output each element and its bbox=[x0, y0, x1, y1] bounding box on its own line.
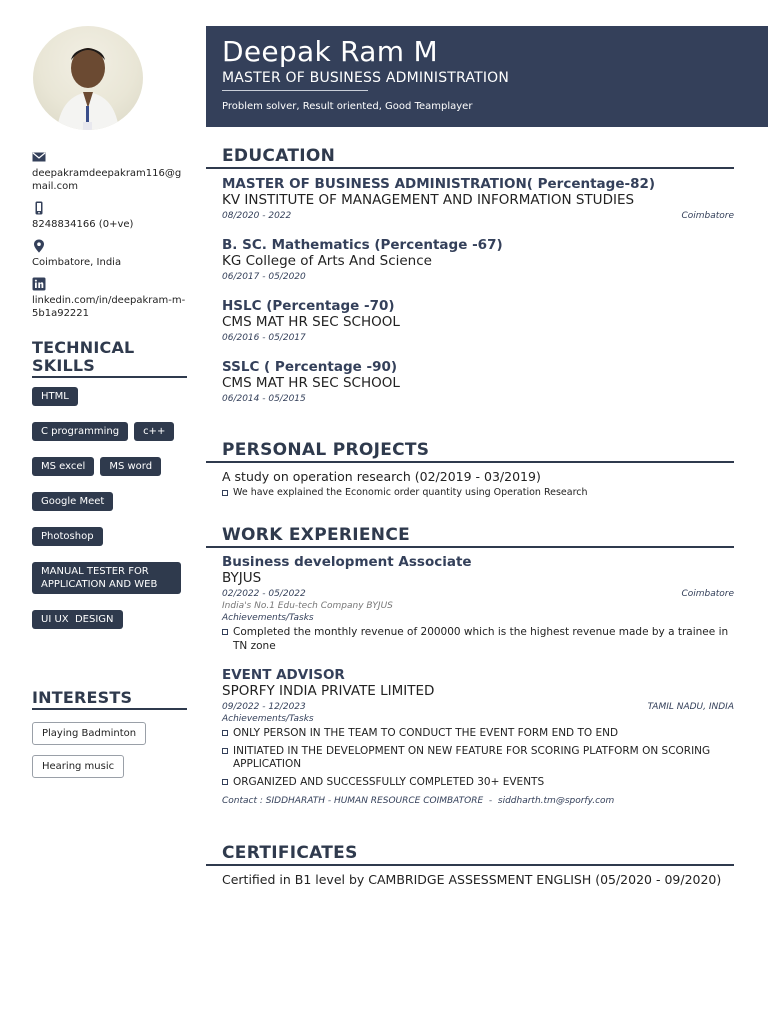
project-bullets bbox=[222, 487, 734, 499]
skill-tag: c++ bbox=[134, 422, 174, 441]
work-heading: WORK EXPERIENCE bbox=[206, 525, 734, 548]
projects-heading: PERSONAL PROJECTS bbox=[206, 440, 734, 463]
email-text[interactable]: deepakramdeepakram116@gmail.com bbox=[32, 168, 182, 192]
job-meta bbox=[222, 701, 734, 713]
skill-tag: MS excel bbox=[32, 457, 94, 476]
job-title: Business development Associate bbox=[222, 554, 472, 570]
education-location: Coimbatore bbox=[681, 211, 734, 221]
achievements-label: Achievements/Tasks bbox=[222, 714, 314, 724]
linkedin-icon bbox=[32, 277, 46, 291]
skill-tag: Photoshop bbox=[32, 527, 103, 546]
header-divider bbox=[222, 90, 368, 91]
education-entry bbox=[206, 298, 734, 344]
work-entry bbox=[206, 667, 734, 807]
education-heading: EDUCATION bbox=[206, 146, 734, 169]
profile-photo bbox=[33, 26, 143, 130]
job-location: Coimbatore bbox=[681, 589, 734, 599]
job-bullet: ORGANIZED AND SUCCESSFULLY COMPLETED 30+ EVENTS bbox=[222, 776, 734, 790]
certificate-entry bbox=[206, 872, 734, 888]
certificates-heading: CERTIFICATES bbox=[206, 843, 734, 866]
skills-list bbox=[32, 387, 187, 645]
education-dates: 06/2016 - 05/2017 bbox=[222, 333, 306, 343]
interest-tag: Playing Badminton bbox=[32, 722, 146, 745]
education-institution: CMS MAT HR SEC SCHOOL bbox=[222, 314, 400, 330]
skill-tag: Google Meet bbox=[32, 492, 113, 511]
education-dates: 08/2020 - 2022 bbox=[222, 211, 292, 221]
education-institution: CMS MAT HR SEC SCHOOL bbox=[222, 375, 400, 391]
interests-heading: INTERESTS bbox=[32, 689, 187, 710]
job-bullet: Completed the monthly revenue of 200000 which is the highest revenue made by a trainee in TN zone bbox=[222, 626, 734, 653]
skill-tag: MANUAL TESTER FOR APPLICATION AND WEB bbox=[32, 562, 181, 594]
job-location: TAMIL NADU, INDIA bbox=[647, 702, 734, 712]
contact-phone bbox=[32, 201, 187, 231]
job-bullet: INITIATED IN THE DEVELOPMENT ON NEW FEATURE FOR SCORING PLATFORM ON SCORING APPLICATION bbox=[222, 745, 734, 772]
contact-location bbox=[32, 239, 187, 269]
candidate-name: Deepak Ram M bbox=[222, 35, 438, 68]
education-degree: SSLC ( Percentage -90) bbox=[222, 359, 398, 375]
education-dates: 06/2014 - 05/2015 bbox=[222, 394, 306, 404]
contact-info bbox=[32, 150, 187, 320]
job-company: BYJUS bbox=[222, 570, 262, 586]
job-bullets bbox=[222, 727, 734, 789]
education-meta bbox=[222, 210, 734, 222]
header-banner bbox=[206, 26, 768, 127]
linkedin-text[interactable]: linkedin.com/in/deepakram-m-5b1a92221 bbox=[32, 295, 186, 319]
contact-email bbox=[32, 150, 187, 193]
education-meta bbox=[222, 332, 734, 344]
job-title: EVENT ADVISOR bbox=[222, 667, 345, 683]
skill-tag: C programming bbox=[32, 422, 128, 441]
skill-tag: MS word bbox=[100, 457, 161, 476]
education-meta bbox=[222, 271, 734, 283]
phone-icon bbox=[32, 201, 46, 215]
work-entry bbox=[206, 554, 734, 653]
candidate-summary: Problem solver, Result oriented, Good Teamplayer bbox=[222, 101, 473, 112]
reference-contact bbox=[222, 795, 734, 807]
achievements-label: Achievements/Tasks bbox=[222, 613, 314, 623]
project-title: A study on operation research (02/2019 - 03/2019) bbox=[222, 469, 541, 484]
profile-photo-figure bbox=[33, 26, 143, 130]
reference-value: SIDDHARATH - HUMAN RESOURCE COIMBATORE - siddharth.tm@sporfy.com bbox=[265, 796, 615, 806]
job-bullet: ONLY PERSON IN THE TEAM TO CONDUCT THE EVENT FORM END TO END bbox=[222, 727, 734, 741]
interests-list bbox=[32, 721, 187, 787]
job-meta bbox=[222, 588, 734, 600]
education-meta bbox=[222, 393, 734, 405]
education-entry bbox=[206, 237, 734, 283]
skill-tag: HTML bbox=[32, 387, 78, 406]
phone-text: 8248834166 (0+ve) bbox=[32, 219, 134, 230]
project-bullet: We have explained the Economic order quantity using Operation Research bbox=[222, 487, 734, 499]
candidate-title: MASTER OF BUSINESS ADMINISTRATION bbox=[222, 70, 510, 86]
location-text: Coimbatore, India bbox=[32, 257, 122, 268]
interest-tag: Hearing music bbox=[32, 755, 124, 778]
certificate-text: Certified in B1 level by CAMBRIDGE ASSESSMENT ENGLISH (05/2020 - 09/2020) bbox=[222, 872, 722, 887]
skills-heading: TECHNICAL SKILLS bbox=[32, 339, 187, 378]
project-entry bbox=[206, 469, 734, 499]
right-column bbox=[206, 146, 734, 888]
job-company: SPORFY INDIA PRIVATE LIMITED bbox=[222, 683, 435, 699]
email-icon bbox=[32, 150, 46, 164]
education-entry bbox=[206, 359, 734, 405]
job-dates: 09/2022 - 12/2023 bbox=[222, 702, 306, 712]
education-institution: KV INSTITUTE OF MANAGEMENT AND INFORMATION STUDIES bbox=[222, 192, 635, 208]
job-dates: 02/2022 - 05/2022 bbox=[222, 589, 306, 599]
reference-label: Contact : bbox=[222, 796, 263, 806]
education-degree: B. SC. Mathematics (Percentage -67) bbox=[222, 237, 503, 253]
company-description: India's No.1 Edu-tech Company BYJUS bbox=[222, 601, 393, 611]
job-bullets bbox=[222, 626, 734, 653]
left-column bbox=[32, 26, 187, 787]
education-dates: 06/2017 - 05/2020 bbox=[222, 272, 306, 282]
education-entry bbox=[206, 176, 734, 222]
education-degree: MASTER OF BUSINESS ADMINISTRATION( Percentage-82) bbox=[222, 176, 656, 192]
contact-linkedin bbox=[32, 277, 187, 320]
education-institution: KG College of Arts And Science bbox=[222, 253, 432, 269]
location-pin-icon bbox=[32, 239, 46, 253]
education-degree: HSLC (Percentage -70) bbox=[222, 298, 395, 314]
skill-tag: UI UX DESIGN bbox=[32, 610, 123, 629]
